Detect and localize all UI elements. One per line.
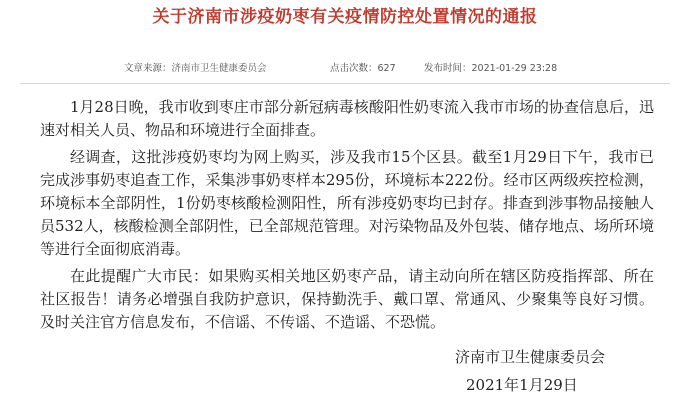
meta-clicks-value: 627: [377, 63, 396, 74]
signature: 济南市卫生健康委员会: [455, 348, 606, 366]
page-title: 关于济南市涉疫奶枣有关疫情防控处置情况的通报: [152, 7, 538, 27]
meta-time: [424, 60, 557, 74]
meta-time-value: 2021-01-29 23:28: [471, 63, 558, 74]
paragraph-3: 在此提醒广大市民：如果购买相关地区奶枣产品，请主动向所在辖区防疫指挥部、所在社区报告！请务必增强自我防护意识，保持勤洗手、戴口罩、常通风、少聚集等良好习惯。及时关注官方信息发布，不信谣、不传谣、不造谣、不恐慌。: [40, 267, 654, 331]
meta-time-label: 发布时间：: [424, 63, 472, 74]
paragraph-1: 1月28日晚，我市收到枣庄市部分新冠病毒核酸阳性奶枣流入我市市场的协查信息后，迅速对相关人员、物品和环境进行全面排查。: [40, 98, 654, 139]
meta-source-value: 济南市卫生健康委员会: [171, 63, 267, 74]
article-meta: [0, 48, 690, 84]
meta-clicks: [330, 60, 396, 74]
meta-source-label: 文章来源：: [124, 63, 172, 74]
meta-clicks-label: 点击次数：: [330, 63, 378, 74]
signature-date: 2021年1月29日: [466, 376, 578, 394]
meta-source: [124, 60, 267, 74]
paragraph-2: 经调查，这批涉疫奶枣均为网上购买，涉及我市15个区县。截至1月29日下午，我市已完成涉事奶枣追查工作，采集涉事奶枣样本295份，环境标本222份。经市区两级疾控检测，环境标本全部阴性，1份奶枣核酸检测阳性，所有涉疫奶枣均已封存。排查到涉事物品接触人员532人，核酸检测全部阴性，已全部规范管理。对污染物品及外包装、储存地点、场所环境等进行全面彻底消毒。: [40, 148, 654, 258]
article-body: [40, 96, 654, 334]
meta-divider: [20, 83, 670, 84]
